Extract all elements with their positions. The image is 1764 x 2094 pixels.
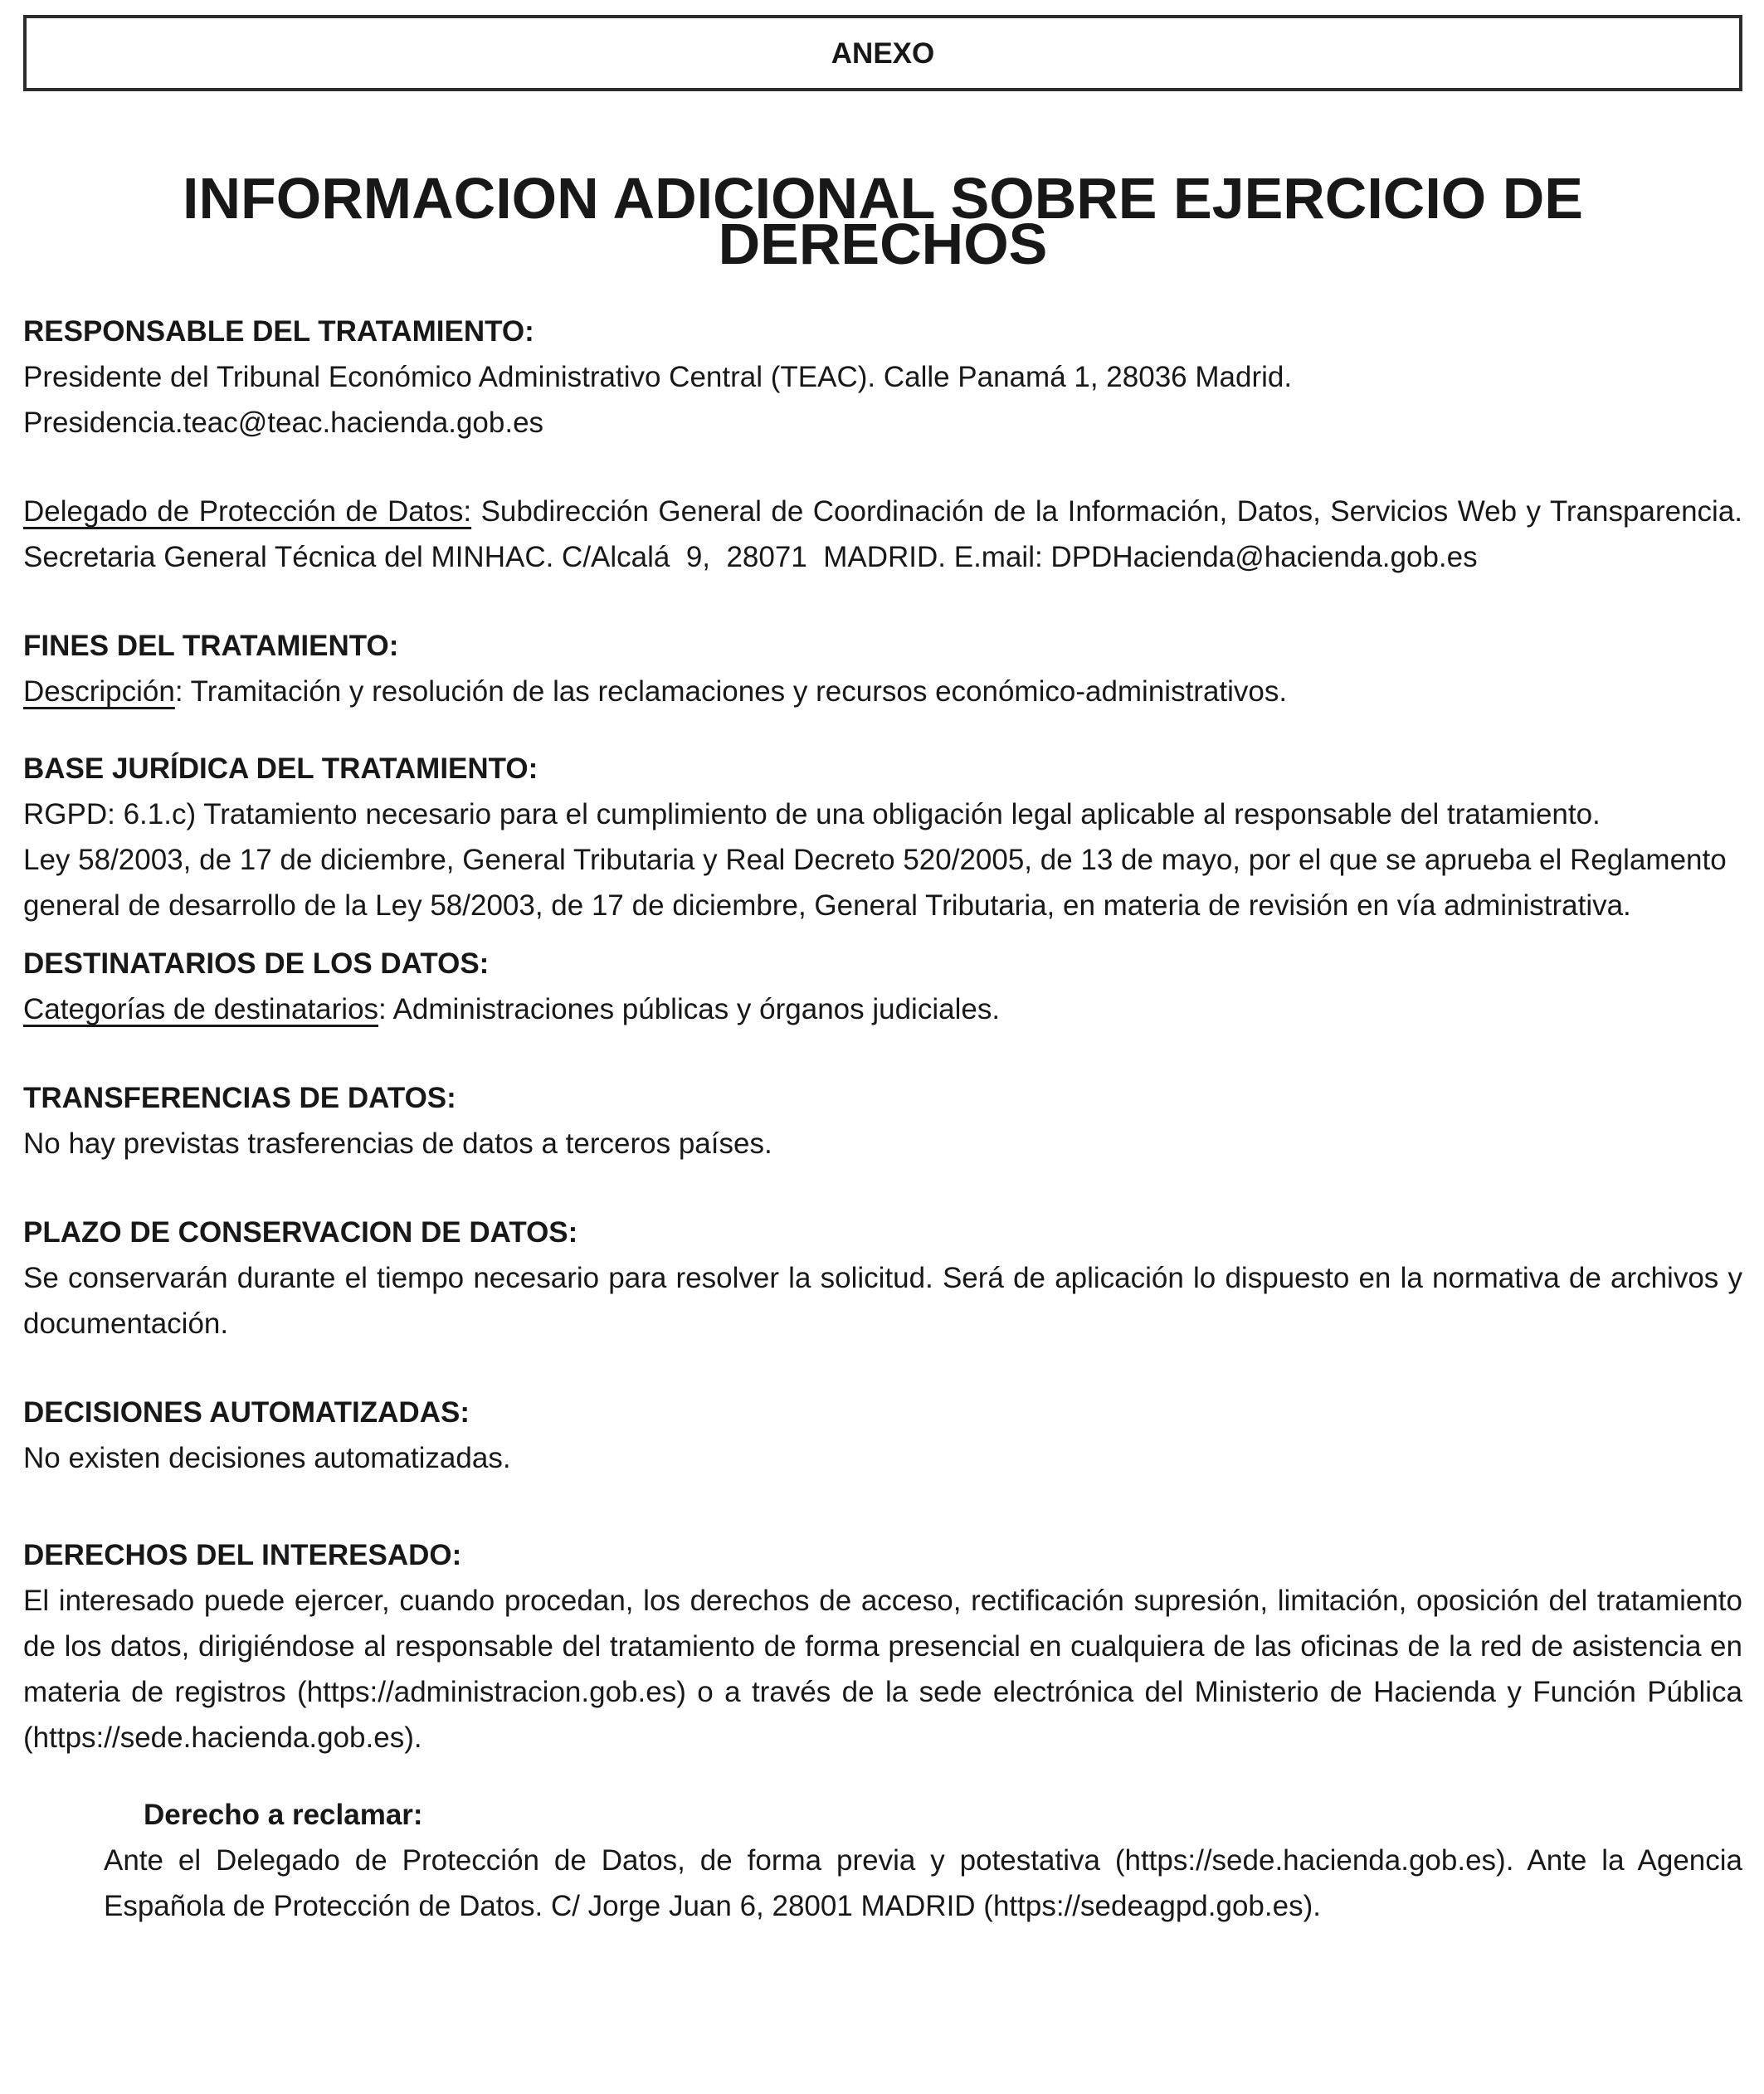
- text-run: FINES DEL TRATAMIENTO:: [23, 630, 399, 662]
- paragraph-delegado-proteccion-datos: [23, 489, 1742, 580]
- text-run: Se conservarán durante el tiempo necesario para resolver la solicitud. Será de aplicación lo dispuesto en la normativa de archivos y documentación.: [23, 1262, 1742, 1340]
- text-run: Derecho a reclamar:: [144, 1799, 423, 1831]
- text-run: TRANSFERENCIAS DE DATOS:: [23, 1082, 456, 1114]
- anexo-box-title: ANEXO: [831, 37, 935, 70]
- document-title: INFORMACION ADICIONAL SOBRE EJERCICIO DE DERECHOS: [183, 166, 1583, 276]
- text-run: Presidencia.teac@teac.hacienda.gob.es: [23, 407, 544, 439]
- paragraph-responsable-email: [23, 400, 1742, 446]
- anexo-box: [23, 15, 1742, 91]
- text-run: RGPD: 6.1.c) Tratamiento necesario para el cumplimiento de una obligación legal aplicable al responsable del tratamiento.: [23, 798, 1601, 830]
- paragraph-decisiones-automatizadas: [23, 1435, 1742, 1481]
- document-body: [23, 309, 1742, 1929]
- underlined-label: Categorías de destinatarios: [23, 993, 379, 1025]
- heading-responsable: [23, 309, 1742, 354]
- heading-plazo-conservacion: [23, 1210, 1742, 1255]
- text-run: : Administraciones públicas y órganos judiciales.: [378, 993, 1001, 1025]
- paragraph-derechos-interesado: [23, 1578, 1742, 1760]
- text-run: No existen decisiones automatizadas.: [23, 1442, 511, 1474]
- paragraph-derecho-reclamar: [23, 1838, 1742, 1929]
- text-run: RESPONSABLE DEL TRATAMIENTO:: [23, 315, 534, 348]
- paragraph-fines-descripcion: [23, 669, 1742, 714]
- underlined-label: Descripción: [23, 675, 175, 708]
- heading-derechos-interesado: [23, 1532, 1742, 1578]
- text-run: PLAZO DE CONSERVACION DE DATOS:: [23, 1216, 578, 1249]
- heading-decisiones-automatizadas: [23, 1390, 1742, 1435]
- text-run: : Tramitación y resolución de las reclamaciones y recursos económico-administrativos.: [174, 675, 1288, 708]
- heading-transferencias: [23, 1075, 1742, 1121]
- heading-derecho-reclamar: [23, 1792, 1742, 1838]
- text-run: El interesado puede ejercer, cuando procedan, los derechos de acceso, rectificación supresión, limitación, oposición del tratamiento de los datos, dirigiéndose al responsable del tratamiento de forma presencial en cualquiera de las oficinas de la red de asistencia en materia de registros (https://administracion.gob.es) o a través de la sede electrónica del Ministerio de Hacienda y Función Pública (https://sede.hacienda.gob.es).: [23, 1585, 1742, 1754]
- heading-base-juridica: [23, 746, 1742, 791]
- text-run: Subdirección General de Coordinación de la Información, Datos, Servicios Web y Transparencia. Secretaria General Técnica del MINHAC. C/Alcalá 9, 28071 MADRID. E.mail: DPDHacienda@hacienda.gob.es: [23, 495, 1743, 573]
- paragraph-rgpd: [23, 791, 1742, 837]
- text-run: Ante el Delegado de Protección de Datos, de forma previa y potestativa (https://sede.hacienda.gob.es). Ante la Agencia Española de Protección de Datos. C/ Jorge Juan 6, 28001 MADRID (https://sedeagpd.gob.es).: [104, 1844, 1742, 1922]
- paragraph-responsable-direccion: [23, 354, 1742, 400]
- text-run: Ley 58/2003, de 17 de diciembre, General Tributaria y Real Decreto 520/2005, de 13 de mayo, por el que se aprueba el Reglamento general de desarrollo de la Ley 58/2003, de 17 de diciembre, General Tributaria, en materia de revisión en vía administrativa.: [23, 844, 1727, 922]
- paragraph-plazo-conservacion: [23, 1255, 1742, 1346]
- paragraph-ley: [23, 837, 1742, 928]
- text-run: Presidente del Tribunal Económico Administrativo Central (TEAC). Calle Panamá 1, 28036 Madrid.: [23, 361, 1293, 393]
- text-run: DESTINATARIOS DE LOS DATOS:: [23, 947, 490, 980]
- text-run: DECISIONES AUTOMATIZADAS:: [23, 1396, 470, 1429]
- heading-fines: [23, 623, 1742, 669]
- paragraph-categorias-destinatarios: [23, 986, 1742, 1032]
- text-run: No hay previstas trasferencias de datos a terceros países.: [23, 1127, 772, 1160]
- text-run: BASE JURÍDICA DEL TRATAMIENTO:: [23, 752, 538, 785]
- heading-destinatarios: [23, 941, 1742, 986]
- underlined-label: Delegado de Protección de Datos:: [23, 495, 472, 528]
- text-run: DERECHOS DEL INTERESADO:: [23, 1539, 462, 1571]
- paragraph-transferencias: [23, 1121, 1742, 1166]
